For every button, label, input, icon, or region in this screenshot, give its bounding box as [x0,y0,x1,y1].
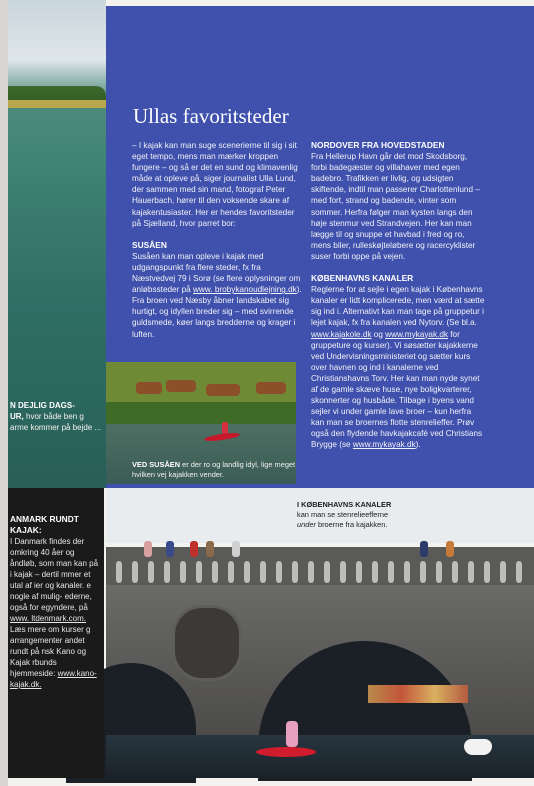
spectator [206,541,214,557]
spectator [166,541,174,557]
kayak-caption-text: er der ro og landlig idyl, lige meget hvilken vej kajakken vender. [132,460,296,479]
swan [464,739,492,755]
susaen-heading: SUSÅEN [132,239,167,250]
cow [166,380,196,392]
mykayak-link-2[interactable]: www.mykayak.dk [352,440,416,450]
nordover-heading: NORDOVER FRA HOVEDSTADEN [311,140,445,150]
brobykano-link[interactable]: www. brobykanoudlejning.dk [193,285,297,295]
spectator [446,541,454,557]
spectator [144,541,152,557]
cow [256,382,286,394]
susaen-paragraph: Susåen kan man opleve i kajak med udgangspunkt fra flere steder, fx fra Næstvedvej 79 i Sorø (se flere oplysninger om anløbssteder på www. brobykanoudlejning.dk). Fra broen ved Næsby åbner landskabet sig hurtigt, og idyllen breder sig – med svirrende guldsmede, køer langs bredderne og krager i luften. [132,251,302,339]
kayaker [222,422,228,434]
spectator [190,541,198,557]
bridge-railing [106,547,534,585]
nordover-paragraph: Fra Hellerup Havn går det mod Skodsborg, forbi badegæster og villahaver med egen badebro. Trafikken er livlig, og udsigten skiftende, indtil man passerer Charlottenlund – med fort, strand og badende, vinter som sommer. Herfra følger man kysten langs den høje stenmur ved Strandvejen. Her kan man lægge til og snuppe et havbad i fred og ro, mens biler, rulleskøjteløbere og racercyklister suser forbi oppe på vejen. [311,152,480,261]
kano-kajak-link[interactable]: www.kano-kajak.dk. [10,669,97,689]
stone-relief-shield [172,605,242,681]
spectator [420,541,428,557]
sea-caption-text: hvor både ben g arme kommer på bejde ... [10,412,102,432]
article-intro: – I kajak kan man suge scenerierne til sig i sit eget tempo, mens man mærker kroppen fungere – og så er det en sund og klimavenlig måde at opleve på, siger journalist Ulla Lund, der sammen med sin mand, fotograf Peter Hauerbach, hører til den voksende skare af kajakentusiaster. Her er hendes favoritsteder på Sjælland, hvor parret bor: [132,141,298,228]
sidebar-text [10,514,102,690]
article-column-left [132,140,302,340]
visitdenmark-link[interactable]: www. ltdenmark.com. [10,614,87,623]
sidebar-heading: ANMARK RUNDT KAJAK: [10,514,79,535]
article-column-right [311,140,485,451]
sidebar-paragraph: I Danmark findes der omkring 40 åer og åndløb, som man kan på i kajak – dertil mmer et utal af ier og kanaler. e nogle af mulig- ederne, også for egyndere, på www. ltdenmark.com. Læs mere om kurser g arrangementer andet rundt på nsk Kano og Kajak rbunds hjemmeside: www.kano-kajak.dk. [10,537,99,689]
article-title: Ullas favoritsteder [133,104,289,128]
cow [206,384,240,396]
spectator [232,541,240,557]
sea-caption-bold-2: UR, [10,412,24,421]
kbh-kanaler-paragraph: Reglerne for at sejle i egen kajak i Københavns kanaler er lidt komplicerede, men værd at sætte sig ind i. Alternativt kan man tage på gruppetur i lejet kajak, fx fra kanalen ved Nytorv. (Se bl.a. www.kajakole.dk og www.mykayak.dk for gruppeture og kurser). Vi søsætter kajakkerne ved Undervisningsministeriet og sætter kurs over havnen og ind i kanalerne ved Christianshavns Torv. Her kan man nyde synet af de gamle skæve huse, nye boligkvarterer, skonnerter og husbåde. Tilbage i byens vand sejler vi under gamle lave broer – kun herfra kan man se broernes flotte stenrelieffer. Prøv også den flydende havkajakcafé ved Christians Brygge (se www.mykayak.dk). [311,285,485,450]
distant-buildings [368,685,468,703]
kayak-photo-caption [132,460,302,480]
mykayak-link[interactable]: www.mykayak.dk [385,329,448,339]
cow [136,382,162,394]
bridge-photo-caption: I KØBENHAVNS KANALER kan man se stenrelieefferne under broerne fra kajakken. [297,500,392,529]
sea-photo-caption [10,400,104,433]
kbh-kanaler-heading: KØBENHAVNS KANALER [311,273,414,284]
kayaker [286,721,298,747]
page-spine [0,0,8,786]
bridge-caption-bold: I KØBENHAVNS KANALER [297,500,392,509]
field-strip [8,100,106,108]
bridge-photo [106,543,534,778]
kayak-caption-bold: VED SUSÅEN [132,460,181,469]
red-kayak [256,747,316,757]
sea-caption-bold: N DEJLIG DAGS- [10,401,75,410]
kajakole-link[interactable]: www.kajakole.dk [311,329,372,339]
